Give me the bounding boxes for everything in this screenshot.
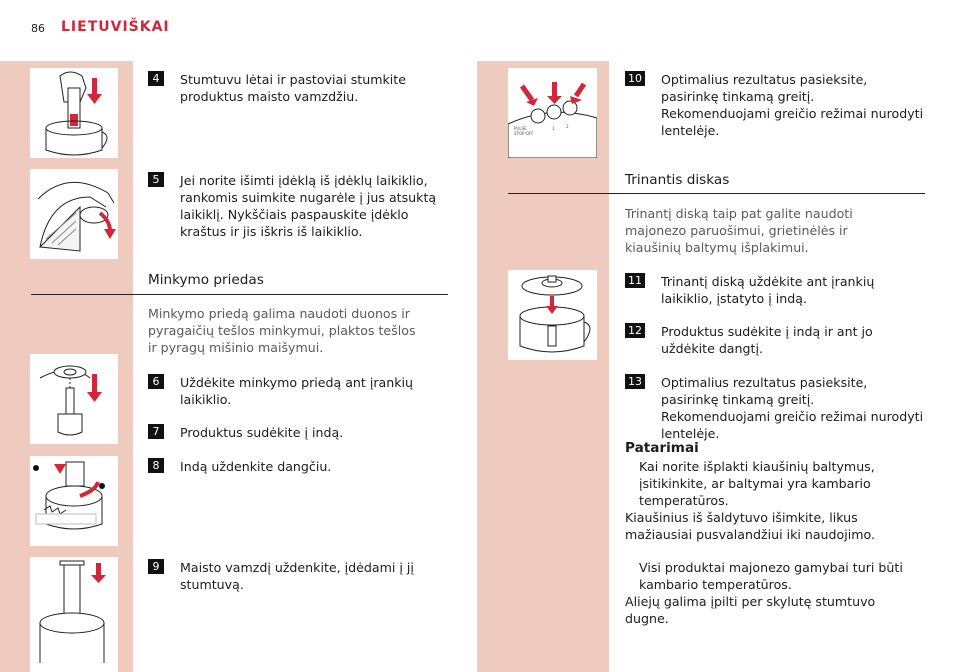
lid-figure-icon (30, 456, 118, 546)
step-number: 13 (625, 374, 645, 389)
tip-1-main: Kai norite išplakti kiaušinių baltymus, įsitikinkite, ar baltymai yra kambario temperatūros. (639, 459, 875, 508)
step-5 (148, 172, 448, 240)
step-number: 9 (148, 559, 164, 574)
step-text: Optimalius rezultatus pasieksite, pasirinkę tinkamą greitį. Rekomenduojami greičio režimai nurodyti lentelėje. (661, 72, 924, 138)
step-6 (148, 374, 448, 408)
step-11 (625, 273, 925, 307)
pusher-figure-icon (30, 68, 118, 158)
step-text: Optimalius rezultatus pasieksite, pasirinkę tinkamą greitį. Rekomenduojami greičio režimai nurodyti lentelėje. (661, 375, 924, 441)
illustration-remove-insert (30, 169, 118, 259)
tips-title: Patarimai (625, 440, 699, 456)
illustration-pusher-cover (30, 557, 118, 672)
speed-knob-2-label: 2 (566, 124, 569, 129)
step-7 (148, 424, 448, 441)
speed-panel-label-2: STOP·OFF (514, 131, 534, 136)
section-intro: Minkymo priedą galima naudoti duonos ir pyragaičių tešlos minkymui, plaktos tešlos ir pyragų mišinio maišymui. (148, 306, 416, 355)
step-10 (625, 71, 925, 139)
section-title-kneading: Minkymo priedas (148, 272, 264, 288)
illustration-pusher (30, 68, 118, 158)
page-number: 86 (31, 22, 45, 35)
speed-knob-1-label: 1 (552, 126, 555, 131)
push-down-arrow-icon (91, 563, 106, 583)
step-4 (148, 71, 448, 105)
speed-panel-figure-icon (508, 68, 597, 158)
illustration-kneading (30, 354, 118, 444)
step-text: Stumtuvu lėtai ir pastoviai stumkite produktus maisto vamzdžiu. (180, 72, 406, 104)
illustration-whisk-disc (508, 270, 597, 360)
step-number: 8 (148, 458, 164, 473)
section-title-whisk-disc: Trinantis diskas (625, 172, 730, 188)
step-text: Trinantį diską uždėkite ant įrankių laikiklio, įstatyto į indą. (661, 274, 875, 306)
tip-2-main: Visi produktai majonezo gamybai turi būti kambario temperatūros. (639, 560, 903, 592)
step-12 (625, 323, 925, 357)
step-number: 4 (148, 71, 164, 86)
page-title: LIETUVIŠKAI (61, 19, 170, 35)
step-number: 6 (148, 374, 164, 389)
step-number: 7 (148, 424, 164, 439)
section-intro: Trinantį diską taip pat galite naudoti majonezo paruošimui, grietinėlės ir kiaušinių baltymų išplakimui. (625, 206, 853, 255)
section-divider (508, 193, 925, 194)
step-number: 11 (625, 273, 645, 288)
step-text: Indą uždenkite dangčiu. (180, 459, 332, 474)
step-number: 10 (625, 71, 645, 86)
step-text: Uždėkite minkymo priedą ant įrankių laikiklio. (180, 375, 413, 407)
attach-kneading-arrow-icon (87, 374, 102, 402)
whisk-disc-figure-icon (508, 270, 597, 360)
step-number: 5 (148, 172, 164, 187)
step-13 (625, 374, 925, 442)
section-divider (31, 294, 448, 295)
step-number: 12 (625, 323, 645, 338)
step-text: Jei norite išimti įdėklą iš įdėklų laikiklio, rankomis suimkite nugarėle į jus atsuktą laikiklį. Nykščiais paspauskite įdėklo kraštus ir jis iškris iš laikiklio. (180, 173, 437, 239)
step-8 (148, 458, 448, 475)
pusher-cover-figure-icon (30, 557, 118, 672)
remove-insert-figure-icon (30, 169, 118, 259)
kneading-figure-icon (30, 354, 118, 444)
step-text: Maisto vamzdį uždenkite, įdėdami į jį stumtuvą. (180, 560, 414, 592)
step-text: Produktus sudėkite į indą. (180, 425, 344, 440)
step-text: Produktus sudėkite į indą ir ant jo uždėkite dangtį. (661, 324, 873, 356)
push-down-arrow-icon (87, 78, 102, 104)
speed-panel-label-1: PULSE (514, 126, 527, 131)
speed-selection-arrows-icon (522, 82, 584, 106)
illustration-speed (508, 68, 597, 158)
tip-1-sub: Kiaušinius iš šaldytuvo išimkite, likus mažiausiai pusvalandžiui iki naudojimo. (625, 510, 875, 542)
illustration-lid (30, 456, 118, 546)
tip-2-sub: Aliejų galima įpilti per skylutę stumtuvo dugne. (625, 594, 876, 626)
step-9 (148, 559, 448, 593)
